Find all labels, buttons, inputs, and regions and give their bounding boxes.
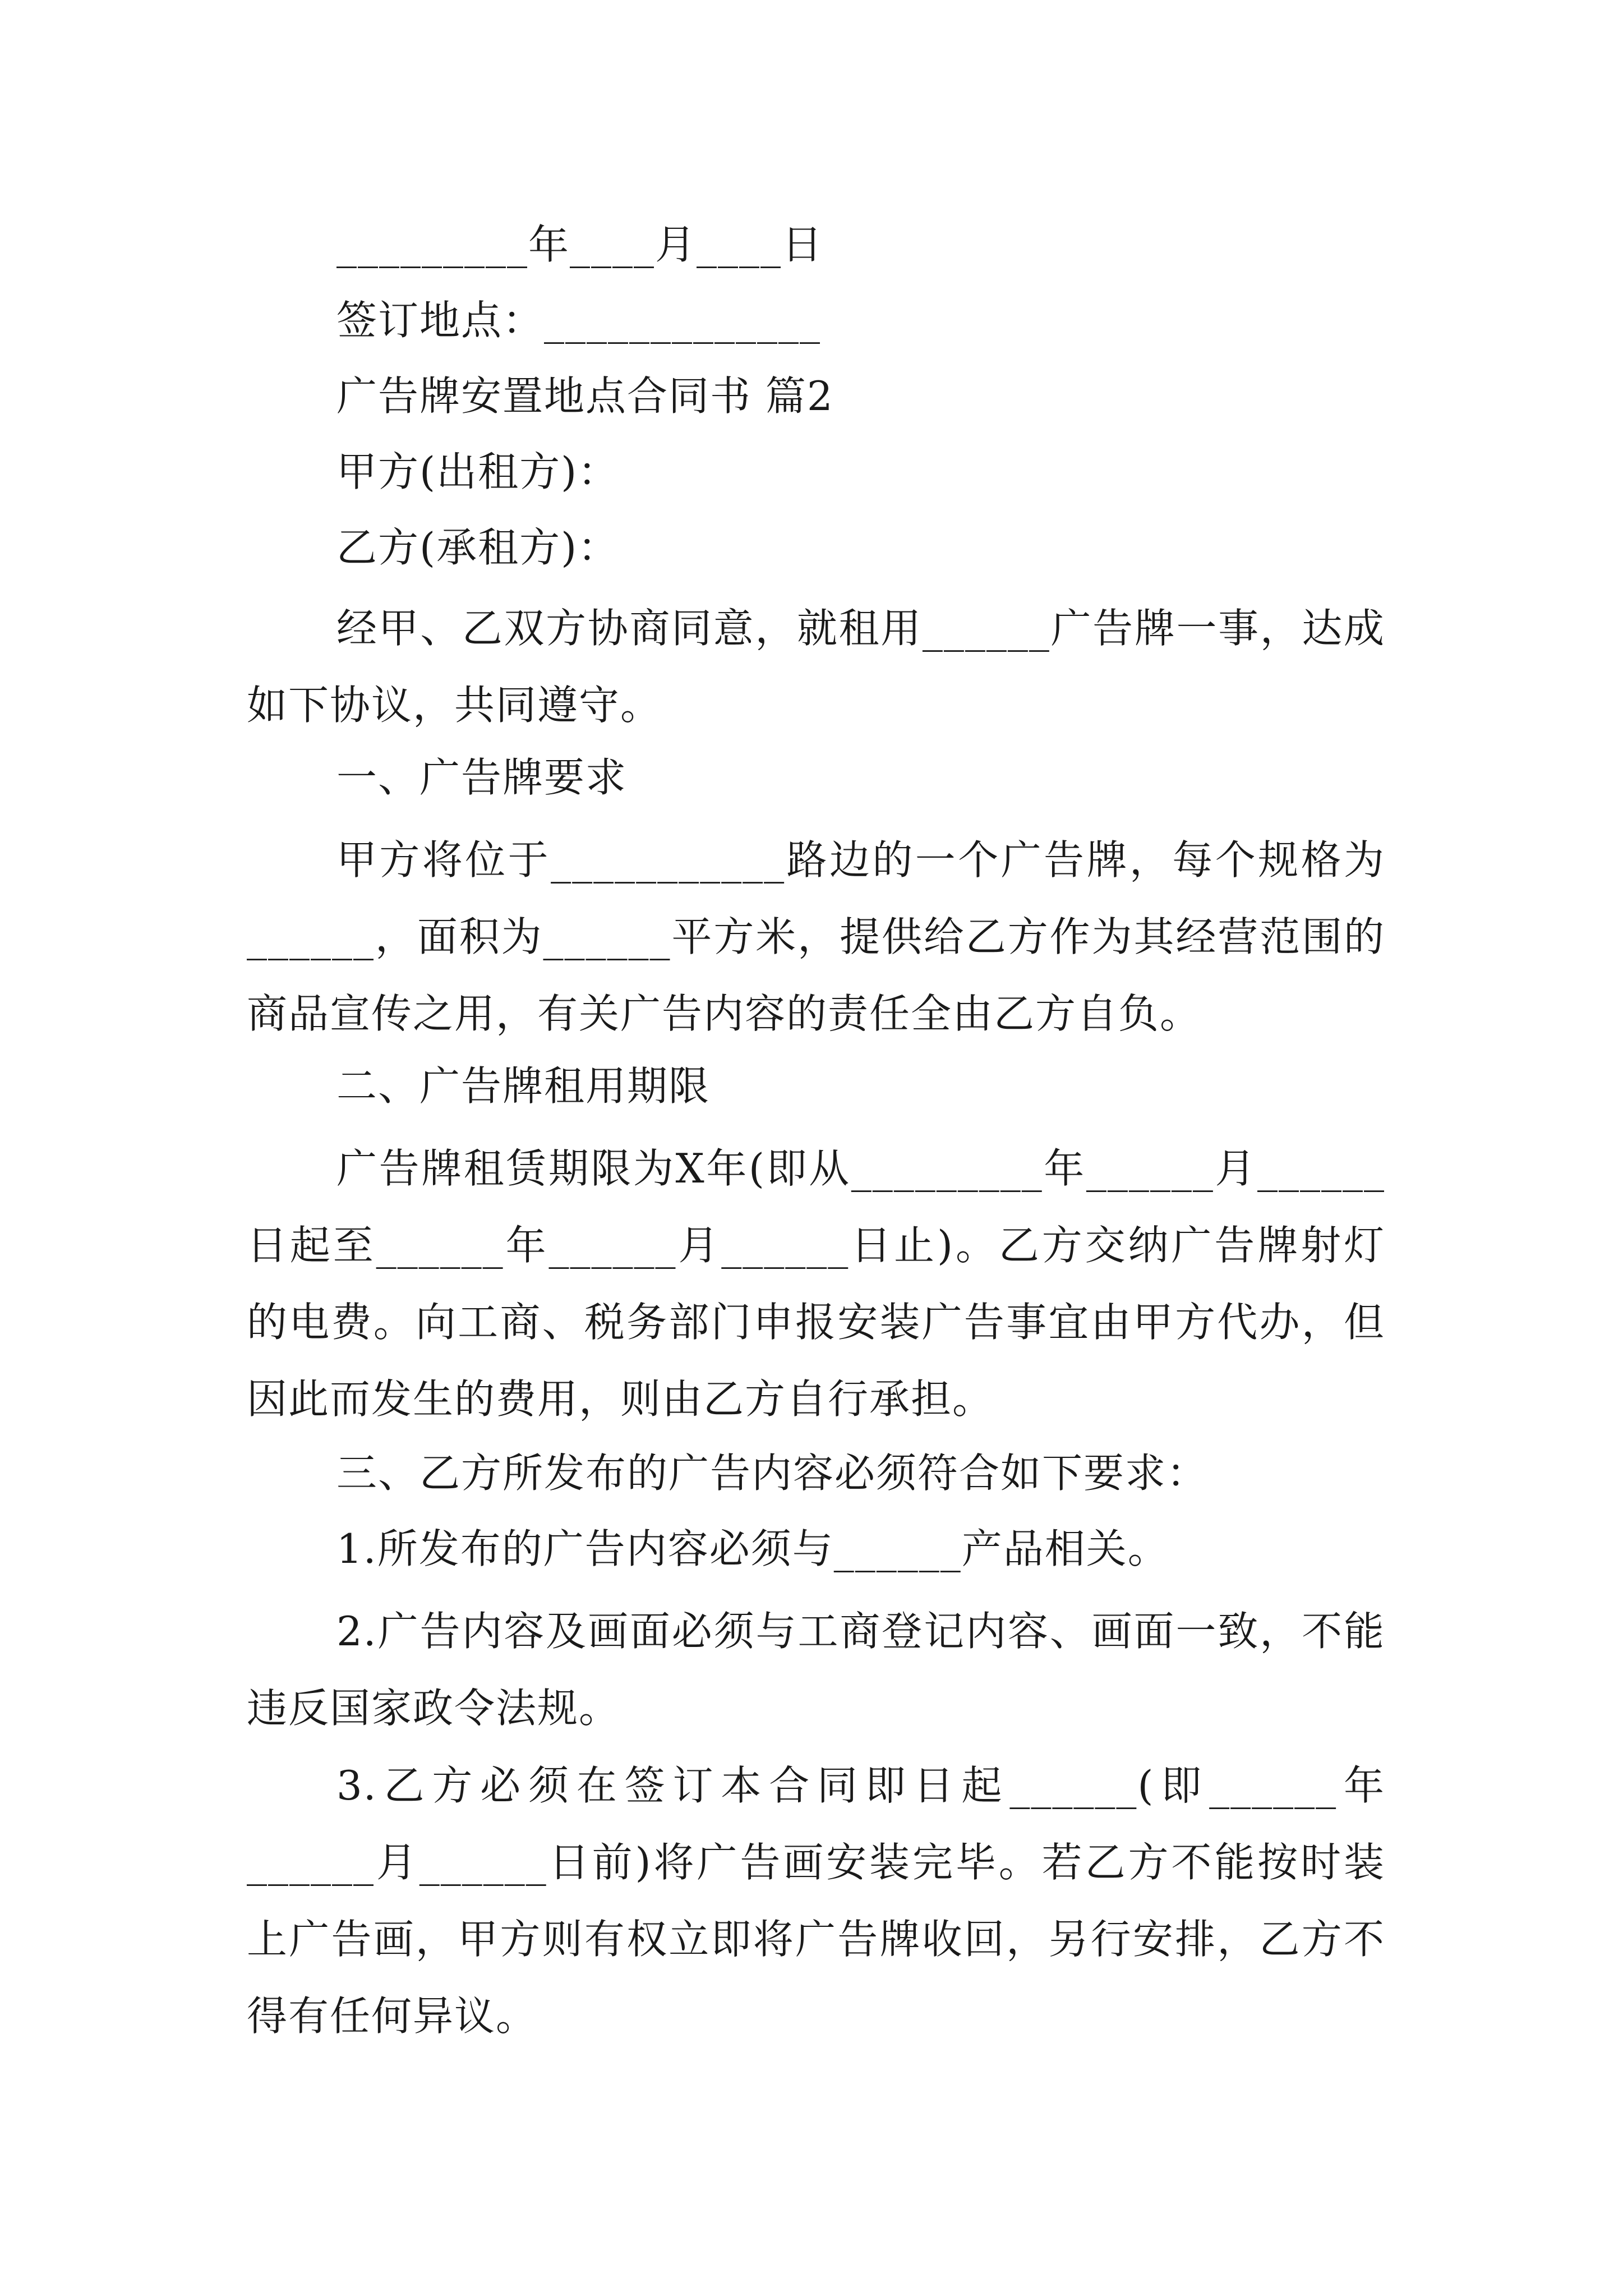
item-3: 3.乙方必须在签订本合同即日起______(即______年______月______日前)将广告画安装完毕。若乙方不能按时装上广告画，甲方则有权立即将广告牌收回，另行安排，乙方不得有任何异议。 (247, 1762, 1385, 2040)
intro-paragraph: 经甲、乙双方协商同意，就租用______广告牌一事，达成如下协议，共同遵守。 (247, 605, 1385, 729)
document-title: 广告牌安置地点合同书 篇2 (336, 372, 834, 420)
party-a: 甲方(出租方)： (336, 448, 620, 495)
section1-heading: 一、广告牌要求 (336, 754, 628, 801)
item-1: 1.所发布的广告内容必须与______产品相关。 (336, 1525, 1169, 1572)
party-b: 乙方(承租方)： (336, 524, 620, 571)
item-2: 2.广告内容及画面必须与工商登记内容、画面一致，不能违反国家政令法规。 (247, 1608, 1385, 1732)
date-line: _________年____月____日 (336, 221, 823, 268)
section1-body: 甲方将位于___________路边的一个广告牌，每个规格为______，面积为______平方米，提供给乙方作为其经营范围的商品宣传之用，有关广告内容的责任全由乙方自负。 (247, 836, 1385, 1037)
section2-heading: 二、广告牌租用期限 (336, 1062, 711, 1110)
section3-heading: 三、乙方所发布的广告内容必须符合如下要求： (336, 1450, 1209, 1497)
sign-place: 签订地点：_____________ (336, 297, 822, 344)
section2-body: 广告牌租赁期限为X年(即从_________年______月______日起至______年______月______日止)。乙方交纳广告牌射灯的电费。向工商、税务部门申报安装广告事宜由甲方代办，但因此而发生的费用，则由乙方自行承担。 (247, 1145, 1385, 1423)
